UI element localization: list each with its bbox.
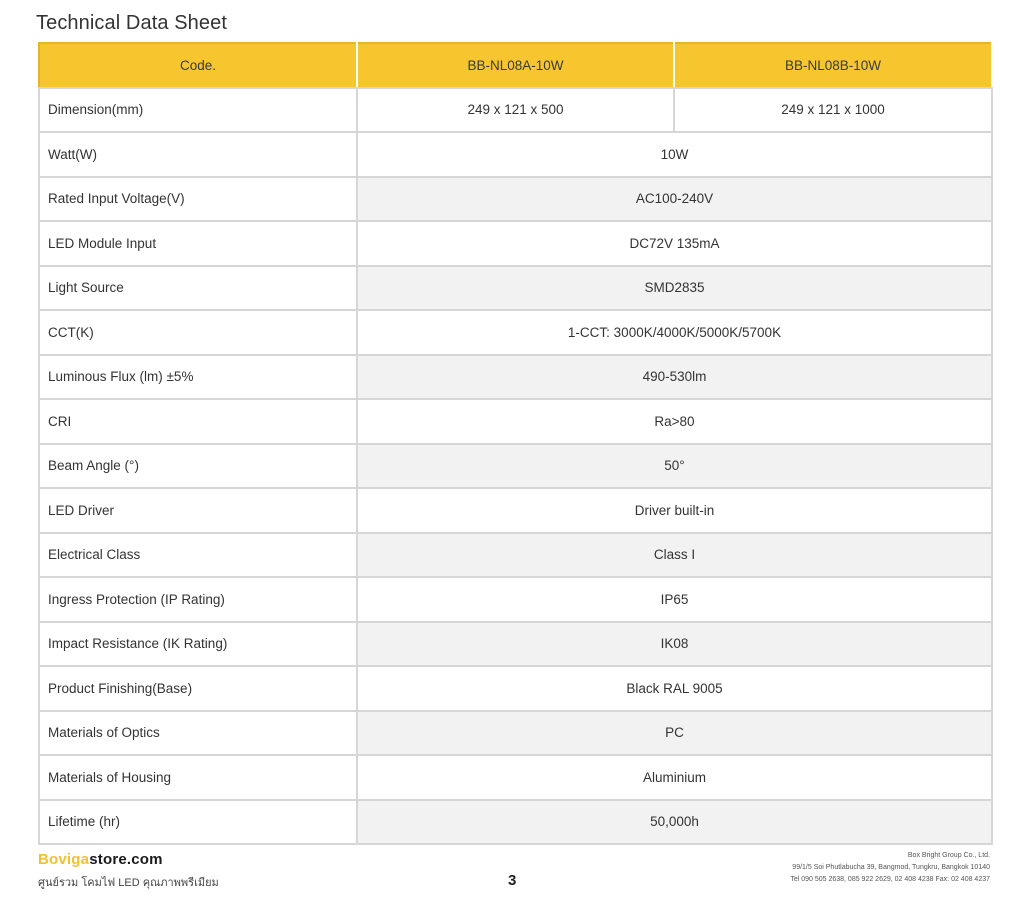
row-label: Lifetime (hr) bbox=[39, 800, 357, 845]
table-row bbox=[39, 622, 992, 667]
table-row bbox=[39, 755, 992, 800]
row-label: Product Finishing(Base) bbox=[39, 666, 357, 711]
row-label: Light Source bbox=[39, 266, 357, 311]
row-label: LED Module Input bbox=[39, 221, 357, 266]
row-value: IP65 bbox=[357, 577, 992, 622]
company-contact: Tel 090 505 2638, 085 922 2629, 02 408 4238 Fax: 02 408 4237 bbox=[790, 876, 990, 883]
table-row bbox=[39, 711, 992, 756]
row-value: Aluminium bbox=[357, 755, 992, 800]
row-value: Black RAL 9005 bbox=[357, 666, 992, 711]
table-row bbox=[39, 310, 992, 355]
row-value: 10W bbox=[357, 132, 992, 177]
row-value: 50,000h bbox=[357, 800, 992, 845]
table-row bbox=[39, 399, 992, 444]
table-row bbox=[39, 355, 992, 400]
row-value: DC72V 135mA bbox=[357, 221, 992, 266]
header-model-a: BB-NL08A-10W bbox=[357, 43, 674, 88]
header-model-b: BB-NL08B-10W bbox=[674, 43, 992, 88]
technical-data-table bbox=[38, 42, 993, 845]
table-row bbox=[39, 533, 992, 578]
brand-logo[interactable] bbox=[38, 851, 219, 868]
table-row bbox=[39, 221, 992, 266]
row-label: CCT(K) bbox=[39, 310, 357, 355]
row-label: Rated Input Voltage(V) bbox=[39, 177, 357, 222]
row-label: Luminous Flux (lm) ±5% bbox=[39, 355, 357, 400]
table-row bbox=[39, 266, 992, 311]
page-number: 3 bbox=[508, 872, 517, 889]
row-value: 1-CCT: 3000K/4000K/5000K/5700K bbox=[357, 310, 992, 355]
row-value: 50° bbox=[357, 444, 992, 489]
row-label: Watt(W) bbox=[39, 132, 357, 177]
dimension-value-b: 249 x 121 x 1000 bbox=[674, 88, 992, 133]
company-name: Box Bright Group Co., Ltd. bbox=[907, 852, 990, 859]
table-row bbox=[39, 177, 992, 222]
row-label: Electrical Class bbox=[39, 533, 357, 578]
row-label: Materials of Housing bbox=[39, 755, 357, 800]
table-row bbox=[39, 444, 992, 489]
header-code: Code. bbox=[39, 43, 357, 88]
company-address: 99/1/5 Soi Phutlabucha 39, Bangmod, Tungkru, Bangkok 10140 bbox=[792, 864, 990, 871]
table-row-dimension bbox=[39, 88, 992, 133]
row-label: Dimension(mm) bbox=[39, 88, 357, 133]
brand-tagline: ศูนย์รวม โคมไฟ LED คุณภาพพรีเมียม bbox=[38, 877, 219, 889]
row-label: Beam Angle (°) bbox=[39, 444, 357, 489]
row-value: Class I bbox=[357, 533, 992, 578]
row-label: LED Driver bbox=[39, 488, 357, 533]
table-row bbox=[39, 132, 992, 177]
row-label: CRI bbox=[39, 399, 357, 444]
footer-brand-block bbox=[38, 851, 219, 891]
table-row bbox=[39, 800, 992, 845]
row-value: SMD2835 bbox=[357, 266, 992, 311]
row-value: Driver built-in bbox=[357, 488, 992, 533]
table-row bbox=[39, 577, 992, 622]
row-value: IK08 bbox=[357, 622, 992, 667]
company-info bbox=[790, 850, 990, 886]
brand-name-part1: Boviga bbox=[38, 851, 90, 868]
table-row bbox=[39, 488, 992, 533]
table-row bbox=[39, 666, 992, 711]
brand-name-part2: store.com bbox=[89, 851, 163, 868]
row-label: Ingress Protection (IP Rating) bbox=[39, 577, 357, 622]
row-label: Materials of Optics bbox=[39, 711, 357, 756]
row-value: AC100-240V bbox=[357, 177, 992, 222]
dimension-value-a: 249 x 121 x 500 bbox=[357, 88, 674, 133]
row-value: Ra>80 bbox=[357, 399, 992, 444]
row-value: 490-530lm bbox=[357, 355, 992, 400]
table-header-row bbox=[39, 43, 992, 88]
row-label: Impact Resistance (IK Rating) bbox=[39, 622, 357, 667]
row-value: PC bbox=[357, 711, 992, 756]
page-title: Technical Data Sheet bbox=[36, 12, 228, 34]
